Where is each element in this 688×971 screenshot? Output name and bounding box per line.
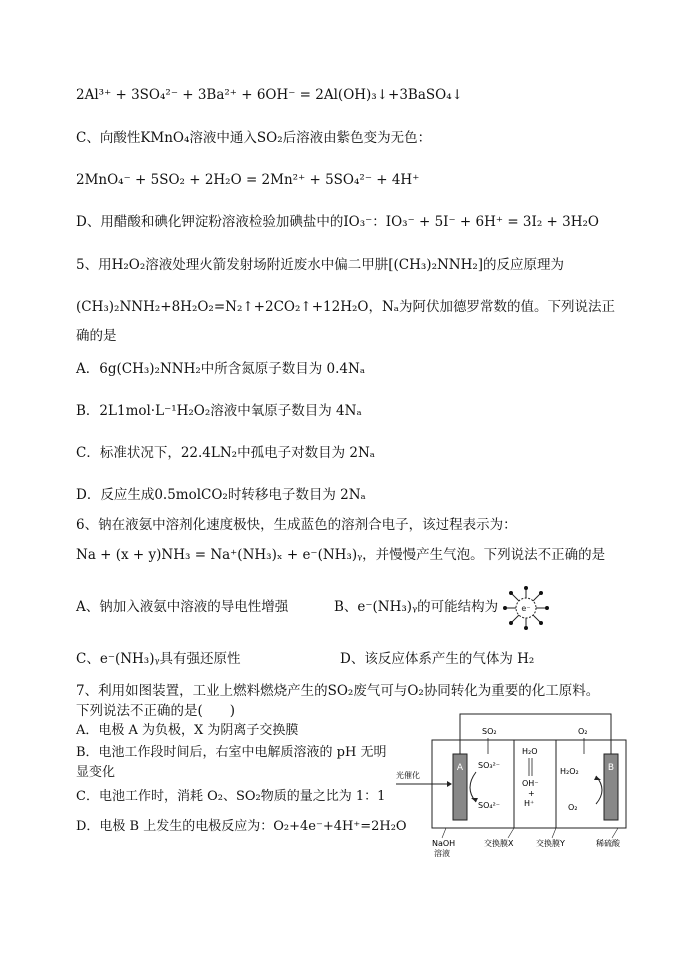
svg-text:A: A (456, 763, 464, 773)
q6-stem-line1: 6、钠在液氨中溶剂化速度极快，生成蓝色的溶剂合电子，该过程表示为： (76, 517, 517, 533)
svg-text:+: + (528, 789, 535, 798)
q6-stem-line2: Na + (x + y)NH₃ = Na⁺(NH₃)ₓ + e⁻(NH₃)ᵧ，并慢慢产生气泡。下列说法不正确的是 (76, 547, 606, 563)
svg-text:SO₄²⁻: SO₄²⁻ (478, 801, 501, 810)
svg-text:NaOH: NaOH (432, 839, 456, 848)
q7-option-d: D．电极 B 上发生的电极反应为：O₂+4e⁻+4H⁺=2H₂O (76, 819, 407, 834)
svg-text:SO₃²⁻: SO₃²⁻ (478, 761, 501, 770)
svg-text:交换膜Y: 交换膜Y (536, 839, 565, 848)
svg-text:OH⁻: OH⁻ (522, 779, 539, 788)
svg-text:H⁺: H⁺ (524, 799, 535, 808)
q7-option-b-line2: 显变化 (76, 765, 116, 780)
q5-stem-line2: (CH₃)₂NNH₂+8H₂O₂=N₂↑+2CO₂↑+12H₂O，Nₐ为阿伏加德罗常数的值。下列说法正 (76, 299, 615, 315)
q7-option-a: A．电极 A 为负极，X 为阴离子交换膜 (76, 723, 299, 738)
electrolytic-cell-diagram (396, 710, 640, 860)
q6-option-a: A、钠加入液氨中溶液的导电性增强 (76, 599, 289, 615)
svg-text:B: B (607, 763, 615, 773)
q5-stem-line3: 确的是 (76, 328, 117, 344)
equation-c: 2MnO₄⁻ + 5SO₂ + 2H₂O = 2Mn²⁺ + 5SO₄²⁻ + 4H⁺ (76, 172, 420, 188)
q5-option-d: D．反应生成0.5molCO₂时转移电子数目为 2Nₐ (76, 487, 366, 503)
svg-text:交换膜X: 交换膜X (484, 839, 514, 848)
q6-option-b: B、e⁻(NH₃)ᵧ的可能结构为 (334, 599, 499, 615)
svg-text:O₂: O₂ (568, 803, 578, 812)
svg-text:H₂O: H₂O (522, 747, 538, 756)
q5-option-a: A．6g(CH₃)₂NNH₂中所含氮原子数目为 0.4Nₐ (76, 361, 366, 377)
svg-text:O₂: O₂ (578, 727, 588, 736)
option-c-text: C、向酸性KMnO₄溶液中通入SO₂后溶液由紫色变为无色： (76, 130, 432, 146)
q7-option-b-line1: B．电池工作段时间后，右室中电解质溶液的 pH 无明 (76, 745, 387, 760)
q5-option-c: C．标准状况下，22.4LN₂中孤电子对数目为 2Nₐ (76, 445, 375, 461)
q7-stem-line1: 7、利用如图装置，工业上燃料燃烧产生的SO₂废气可与O₂协同转化为重要的化工原料。 (76, 683, 600, 699)
svg-text:光催化: 光催化 (396, 771, 420, 780)
q5-option-b: B．2L1mol·L⁻¹H₂O₂溶液中氧原子数目为 4Nₐ (76, 403, 362, 419)
equation-b: 2Al³⁺ + 3SO₄²⁻ + 3Ba²⁺ + 6OH⁻ = 2Al(OH)₃↓+3BaSO₄↓ (76, 87, 463, 103)
q5-stem-line1: 5、用H₂O₂溶液处理火箭发射场附近废水中偏二甲肼[(CH₃)₂NNH₂]的反应原理为 (76, 257, 565, 273)
solvated-electron-icon (498, 584, 554, 632)
q7-stem-line2: 下列说法不正确的是( ) (76, 703, 236, 719)
electron-label: e⁻ (521, 604, 531, 613)
q7-option-c: C．电池工作时，消耗 O₂、SO₂物质的量之比为 1：1 (76, 789, 386, 804)
q6-option-c: C、e⁻(NH₃)ᵧ具有强还原性 (76, 651, 241, 667)
svg-text:溶液: 溶液 (434, 849, 450, 858)
svg-text:SO₂: SO₂ (482, 727, 497, 736)
svg-text:稀硫酸: 稀硫酸 (596, 839, 620, 848)
q6-option-d: D、该反应体系产生的气体为 H₂ (340, 651, 535, 667)
option-d-text: D、用醋酸和碘化钾淀粉溶液检验加碘盐中的IO₃⁻：IO₃⁻ + 5I⁻ + 6H⁺ = 3I₂ + 3H₂O (76, 214, 599, 230)
svg-text:H₂O₂: H₂O₂ (560, 767, 579, 776)
